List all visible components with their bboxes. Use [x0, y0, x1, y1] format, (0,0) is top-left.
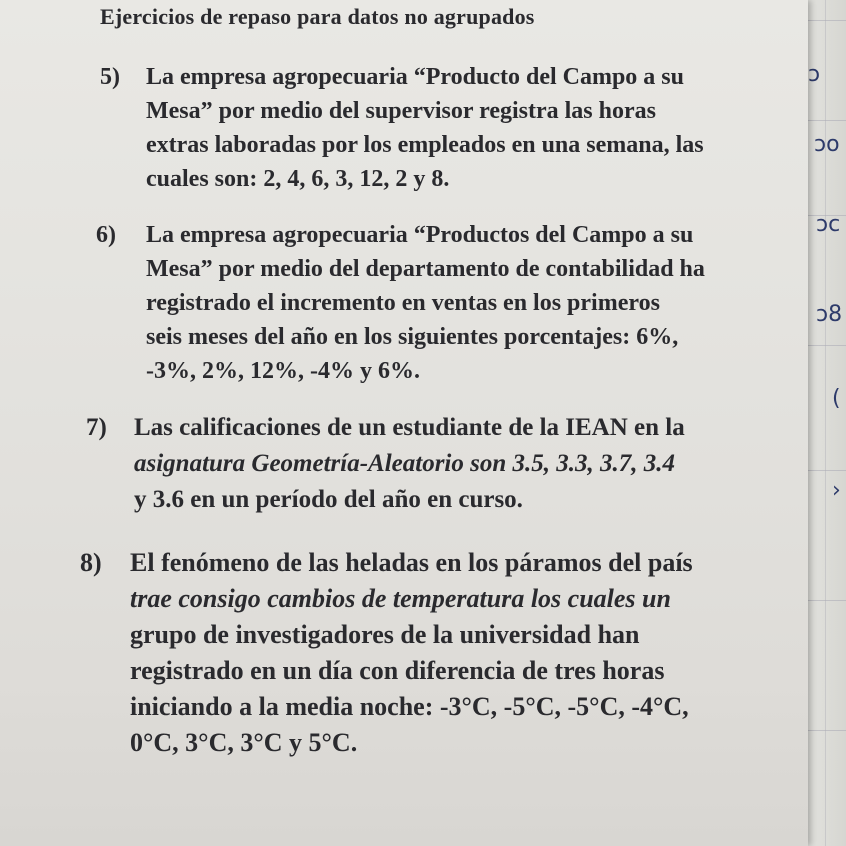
- exercise-number: 6): [96, 222, 116, 248]
- exercise-line: El fenómeno de las heladas en los páramos del país: [130, 548, 693, 577]
- exercise-line: iniciando a la media noche: -3°C, -5°C, -5°C, -4°C,: [130, 692, 689, 721]
- exercise-line: 0°C, 3°C, 3°C y 5°C.: [130, 728, 358, 757]
- exercise-line: grupo de investigadores de la universidad han: [130, 620, 640, 649]
- exercise-line: seis meses del año en los siguientes porcentajes: 6%,: [146, 324, 679, 350]
- margin-mark: ↄ: [808, 62, 821, 87]
- exercise-line: Mesa” por medio del departamento de contabilidad ha: [146, 256, 705, 282]
- grid-line: [825, 0, 826, 846]
- margin-mark: ɔ8: [816, 302, 843, 327]
- exercise-number: 8): [80, 548, 102, 577]
- exercise-text: [146, 60, 738, 196]
- margin-mark: (: [832, 386, 841, 411]
- exercise-line: -3%, 2%, 12%, -4% y 6%.: [146, 358, 420, 384]
- margin-mark: ›: [832, 478, 841, 503]
- exercise-line: trae consigo cambios de temperatura los cuales un: [130, 584, 671, 613]
- exercise-number: 7): [86, 414, 107, 441]
- exercise-number: 5): [100, 64, 120, 90]
- exercise-line: Las calificaciones de un estudiante de la IEAN en la: [134, 414, 685, 441]
- exercise-line: La empresa agropecuaria “Productos del Campo a su: [146, 222, 694, 248]
- margin-mark: ɔc: [816, 212, 841, 237]
- exercise-line: registrado en un día con diferencia de tres horas: [130, 656, 665, 685]
- exercise-line: y 3.6 en un período del año en curso.: [134, 486, 523, 513]
- exercise-line: Mesa” por medio del supervisor registra las horas: [146, 98, 656, 124]
- exercise-line: extras laboradas por los empleados en una semana, las: [146, 132, 704, 158]
- margin-mark: ↄo: [814, 132, 840, 157]
- exercise-line: cuales son: 2, 4, 6, 3, 12, 2 y 8.: [146, 166, 450, 192]
- document-heading: Ejercicios de repaso para datos no agrupados: [100, 4, 535, 29]
- exercise-text: [130, 545, 772, 761]
- exercise-line: asignatura Geometría-Aleatorio son 3.5, 3.3, 3.7, 3.4: [134, 450, 676, 477]
- exercise-text: [146, 218, 746, 388]
- exercise-line: registrado el incremento en ventas en los primeros: [146, 290, 660, 316]
- exercise-line: La empresa agropecuaria “Producto del Campo a su: [146, 64, 684, 90]
- exercise-text: [134, 410, 758, 518]
